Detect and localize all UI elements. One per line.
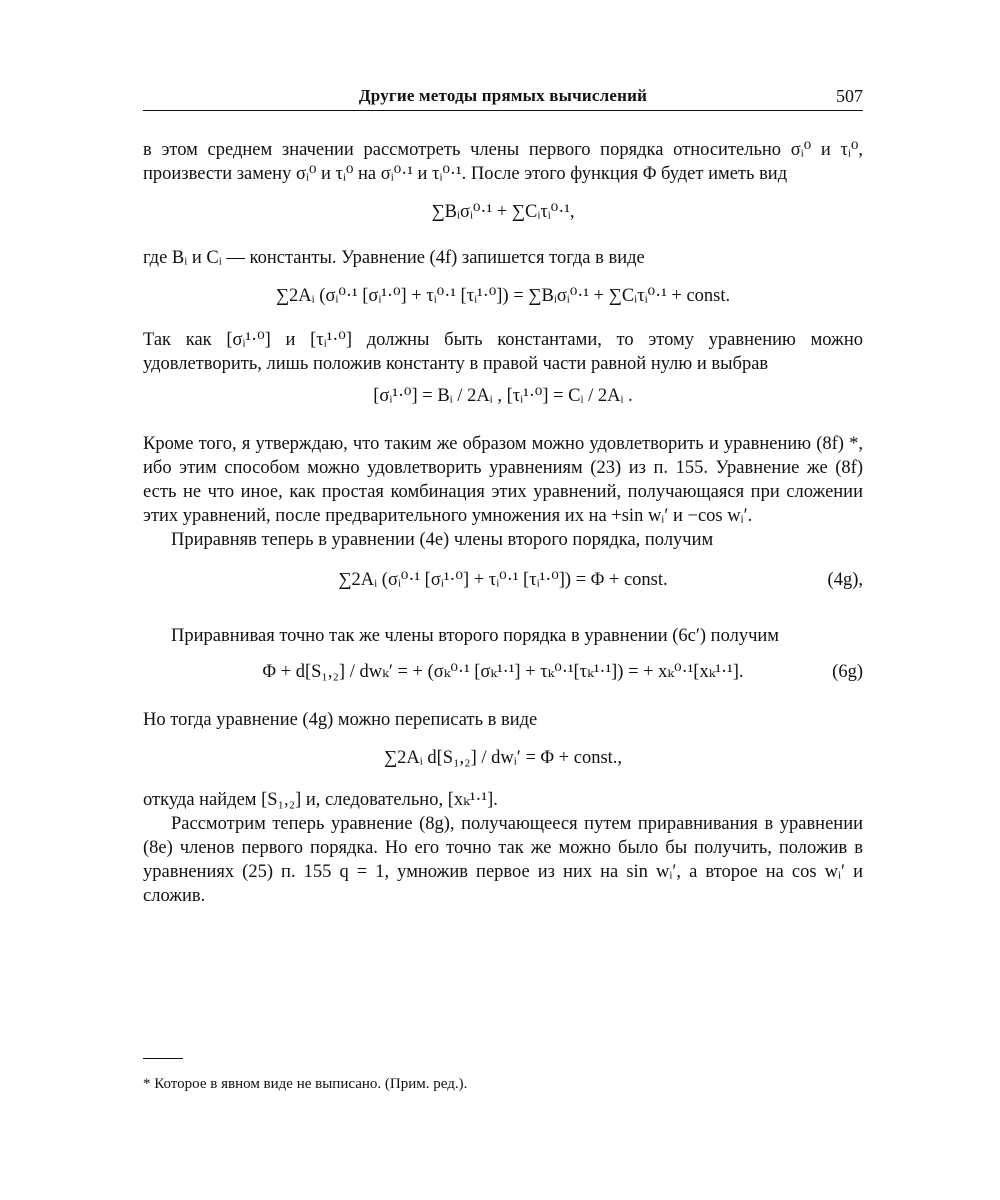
footnote-rule — [143, 1058, 183, 1059]
running-header — [143, 86, 863, 110]
page-body — [143, 138, 863, 908]
paragraph-9: Рассмотрим теперь уравнение (8g), получающееся путем приравнивания в уравнении (8e) членов первого порядка. Но его точно так же можно было бы получить, положив в уравнениях (25) п. 155 q = 1, умножив первое из них на sin wᵢ′, а второе на cos wᵢ′ и сложив. — [143, 814, 863, 906]
paragraph-8: откуда найдем [S₁,₂] и, следовательно, [xₖ¹·¹]. — [143, 790, 498, 810]
formula-6g — [143, 660, 863, 684]
formula-6g-tag: (6g) — [832, 662, 863, 682]
footnote: * Которое в явном виде не выписано. (Прим. ред.). — [143, 1076, 468, 1092]
paragraph-1: в этом среднем значении рассмотреть члены первого порядка относительно σᵢ⁰ и τᵢ⁰, произвести замену σᵢ⁰ и τᵢ⁰ на σᵢ⁰·¹ и τᵢ⁰·¹. После этого функция Φ будет иметь вид — [143, 140, 863, 184]
header-rule — [143, 110, 863, 111]
paragraph-2: где Bᵢ и Cᵢ — константы. Уравнение (4f) запишется тогда в виде — [143, 248, 645, 268]
formula-sum-b-c: ∑Bᵢσᵢ⁰·¹ + ∑Cᵢτᵢ⁰·¹, — [431, 202, 575, 222]
paragraph-3: Так как [σᵢ¹·⁰] и [τᵢ¹·⁰] должны быть константами, то этому уравнению можно удовлетворить, лишь положив константу в правой части равной нулю и выбрав — [143, 330, 863, 374]
formula-4g-body: ∑2Aᵢ (σᵢ⁰·¹ [σᵢ¹·⁰] + τᵢ⁰·¹ [τᵢ¹·⁰]) = Φ + const. — [338, 570, 668, 590]
paragraph-7: Но тогда уравнение (4g) можно переписать в виде — [143, 710, 538, 730]
page-number: 507 — [836, 86, 863, 106]
formula-4g-tag: (4g), — [827, 570, 863, 590]
formula-sigma-tau-values: [σᵢ¹·⁰] = Bᵢ / 2Aᵢ , [τᵢ¹·⁰] = Cᵢ / 2Aᵢ . — [373, 386, 633, 406]
formula-4g — [143, 568, 863, 592]
paragraph-4: Кроме того, я утверждаю, что таким же образом можно удовлетворить и уравнению (8f) *, ибо этим способом можно удовлетворить уравнениям (23) из п. 155. Уравнение же (8f) есть не что иное, как простая комбинация этих уравнений, получающаяся при сложении этих уравнений, после предварительного умножения их на +sin wᵢ′ и −cos wᵢ′. — [143, 434, 863, 526]
formula-equation-4f: ∑2Aᵢ (σᵢ⁰·¹ [σᵢ¹·⁰] + τᵢ⁰·¹ [τᵢ¹·⁰]) = ∑Bᵢσᵢ⁰·¹ + ∑Cᵢτᵢ⁰·¹ + const. — [275, 286, 731, 306]
formula-6g-body: Φ + d[S₁,₂] / dwₖ′ = + (σₖ⁰·¹ [σₖ¹·¹] + τₖ⁰·¹[τₖ¹·¹]) = + xₖ⁰·¹[xₖ¹·¹]. — [262, 662, 744, 682]
paragraph-5: Приравняв теперь в уравнении (4e) члены второго порядка, получим — [171, 530, 714, 550]
paragraph-6: Приравнивая точно так же члены второго порядка в уравнении (6c′) получим — [171, 626, 779, 646]
running-title: Другие методы прямых вычислений — [358, 86, 648, 105]
formula-sum-derivative: ∑2Aᵢ d[S₁,₂] / dwᵢ′ = Φ + const., — [383, 748, 623, 768]
